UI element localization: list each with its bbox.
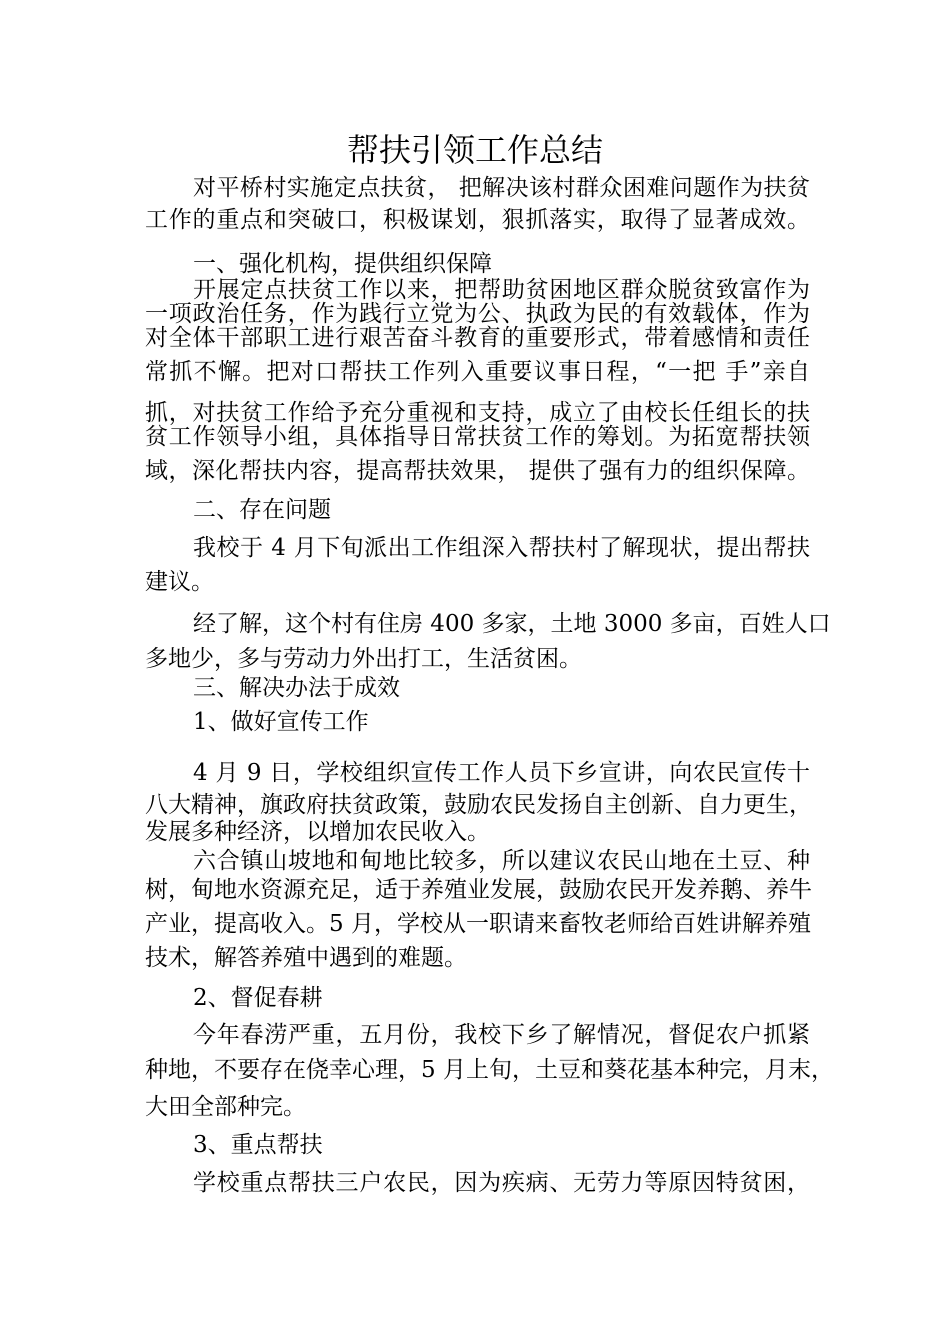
paragraph-line: 树，甸地水资源充足，适于养殖业发展，鼓励农民开发养鹅、养牛 [145, 877, 812, 903]
paragraph-line: 今年春涝严重，五月份，我校下乡了解情况，督促农户抓紧 [193, 1022, 810, 1048]
paragraph-line: 技术，解答养殖中遇到的难题。 [145, 945, 467, 971]
paragraph-line: 八大精神，旗政府扶贫政策，鼓励农民发扬自主创新、自力更生， [145, 792, 812, 818]
paragraph-line: 我校于 4 月下旬派出工作组深入帮扶村了解现状，提出帮扶 [193, 535, 810, 561]
document-title: 帮扶引领工作总结 [346, 131, 603, 169]
paragraph-line: 学校重点帮扶三户农民，因为疾病、无劳力等原因特贫困， [193, 1170, 810, 1196]
paragraph-line: 大田全部种完。 [145, 1094, 306, 1120]
paragraph-line: 一项政治任务，作为践行立党为公、执政为民的有效载体，作为 [145, 301, 810, 327]
paragraph-line: 建议。 [145, 569, 214, 595]
paragraph-line: 经了解，这个村有住房 400 多家，土地 3000 多亩，百姓人口 [193, 611, 831, 637]
paragraph-line: 3、重点帮扶 [193, 1132, 323, 1158]
paragraph-line: 产业，提高收入。5 月，学校从一职请来畜牧老师给百姓讲解养殖 [145, 911, 811, 937]
paragraph-line: 开展定点扶贫工作以来，把帮助贫困地区群众脱贫致富作为 [193, 277, 810, 303]
paragraph-line: 六合镇山坡地和甸地比较多，所以建议农民山地在土豆、种 [193, 848, 810, 874]
paragraph-line: 一、强化机构，提供组织保障 [193, 251, 492, 277]
paragraph-line: 常抓不懈。把对口帮扶工作列入重要议事日程，“一把 手”亲自 [145, 359, 810, 385]
paragraph-line: 域，深化帮扶内容，提高帮扶效果， 提供了强有力的组织保障。 [145, 458, 810, 484]
paragraph-line: 对平桥村实施定点扶贫， 把解决该村群众困难问题作为扶贫 [193, 175, 810, 201]
paragraph-line: 种地，不要存在侥幸心理，5 月上旬，土豆和葵花基本种完，月末， [145, 1057, 834, 1083]
paragraph-line: 二、存在问题 [193, 497, 331, 523]
paragraph-line: 对全体干部职工进行艰苦奋斗教育的重要形式，带着感情和责任 [145, 325, 810, 351]
paragraph-line: 多地少，多与劳动力外出打工，生活贫困。 [145, 646, 582, 672]
paragraph-line: 发展多种经济，以增加农民收入。 [145, 819, 490, 845]
paragraph-line: 贫工作领导小组，具体指导日常扶贫工作的筹划。为拓宽帮扶领 [145, 424, 810, 450]
paragraph-line: 2、督促春耕 [193, 985, 323, 1011]
paragraph-line: 工作的重点和突破口，积极谋划，狠抓落实，取得了显著成效。 [145, 207, 810, 233]
paragraph-line: 抓，对扶贫工作给予充分重视和支持，成立了由校长任组长的扶 [145, 400, 810, 426]
paragraph-line: 三、解决办法于成效 [193, 675, 400, 701]
paragraph-line: 1、做好宣传工作 [193, 709, 369, 735]
paragraph-line: 4 月 9 日，学校组织宣传工作人员下乡宣讲，向农民宣传十 [193, 760, 810, 786]
